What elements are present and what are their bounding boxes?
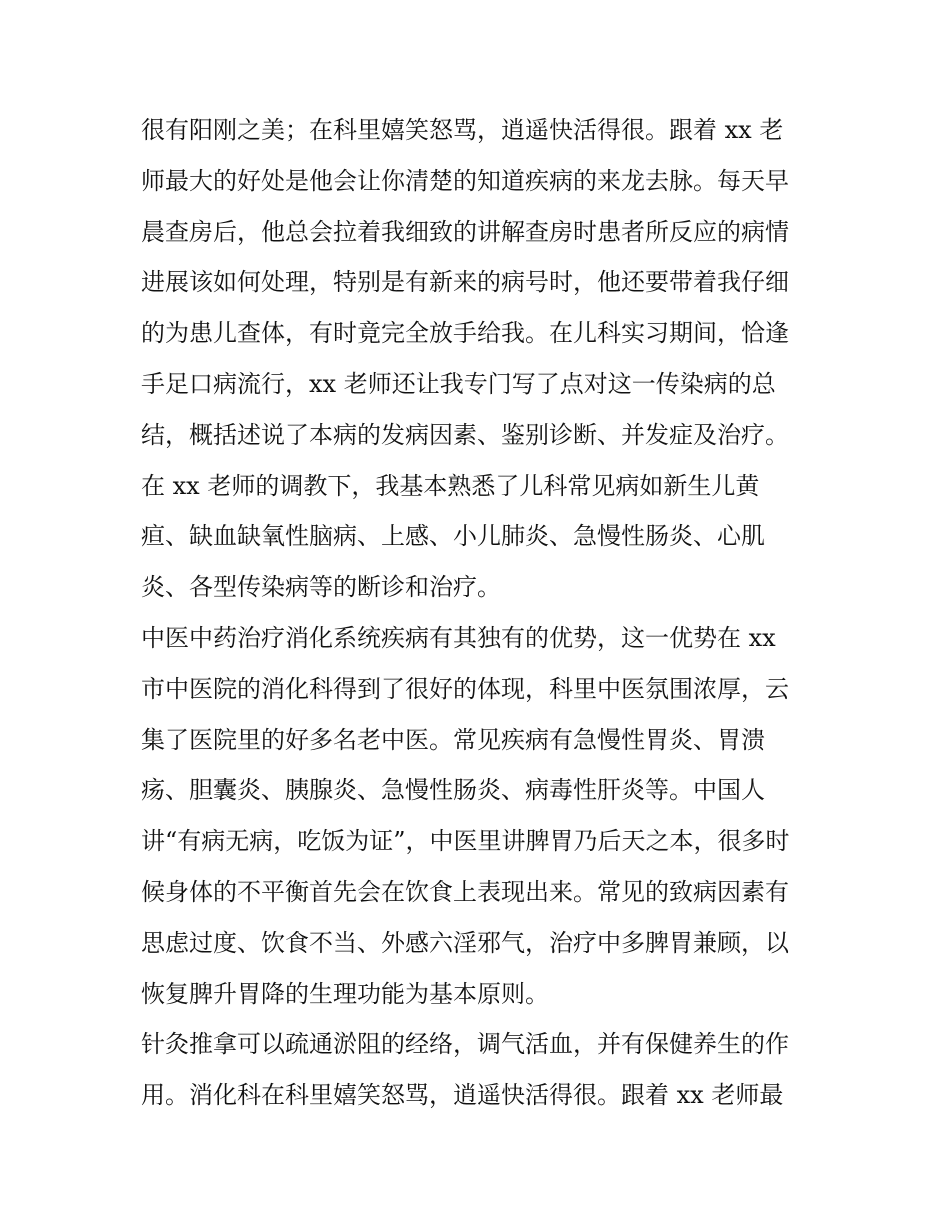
text-line: 疸、缺血缺氧性脑病、上感、小儿肺炎、急慢性肠炎、心肌	[141, 522, 765, 551]
text-line: 集了医院里的好多名老中医。常见疾病有急慢性胃炎、胃溃	[141, 725, 765, 754]
text-line: 晨查房后，他总会拉着我细致的讲解查房时患者所反应的病情	[141, 217, 789, 246]
text-line: 结，概括述说了本病的发病因素、鉴别诊断、并发症及治疗。	[141, 420, 789, 449]
text-line: 中医中药治疗消化系统疾病有其独有的优势，这一优势在 xx	[141, 623, 776, 652]
text-line: 很有阳刚之美；在科里嬉笑怒骂，逍遥快活得很。跟着 xx 老	[141, 116, 784, 144]
text-line: 候身体的不平衡首先会在饮食上表现出来。常见的致病因素有	[141, 877, 789, 906]
text-line: 恢复脾升胃降的生理功能为基本原则。	[141, 979, 549, 1008]
text-line: 针灸推拿可以疏通淤阻的经络，调气活血，并有保健养生的作	[141, 1030, 789, 1059]
text-line: 进展该如何处理，特别是有新来的病号时，他还要带着我仔细	[141, 268, 789, 297]
text-line: 手足口病流行，xx 老师还让我专门写了点对这一传染病的总	[141, 369, 776, 398]
text-line: 市中医院的消化科得到了很好的体现，科里中医氛围浓厚，云	[141, 674, 789, 703]
text-line: 的为患儿查体，有时竟完全放手给我。在儿科实习期间，恰逢	[141, 319, 789, 348]
text-line: 在 xx 老师的调教下，我基本熟悉了儿科常见病如新生儿黄	[141, 471, 760, 500]
text-line: 师最大的好处是他会让你清楚的知道疾病的来龙去脉。每天早	[141, 166, 789, 195]
text-line: 炎、各型传染病等的断诊和治疗。	[141, 573, 501, 602]
text-line: 用。消化科在科里嬉笑怒骂，逍遥快活得很。跟着 xx 老师最	[141, 1081, 784, 1110]
text-line: 思虑过度、饮食不当、外感六淫邪气，治疗中多脾胃兼顾，以	[141, 928, 789, 957]
text-line: 疡、胆囊炎、胰腺炎、急慢性肠炎、病毒性肝炎等。中国人	[141, 776, 765, 805]
text-line: 讲“有病无病，吃饭为证”，中医里讲脾胃乃后天之本，很多时	[141, 827, 790, 856]
document-body	[141, 105, 831, 1121]
